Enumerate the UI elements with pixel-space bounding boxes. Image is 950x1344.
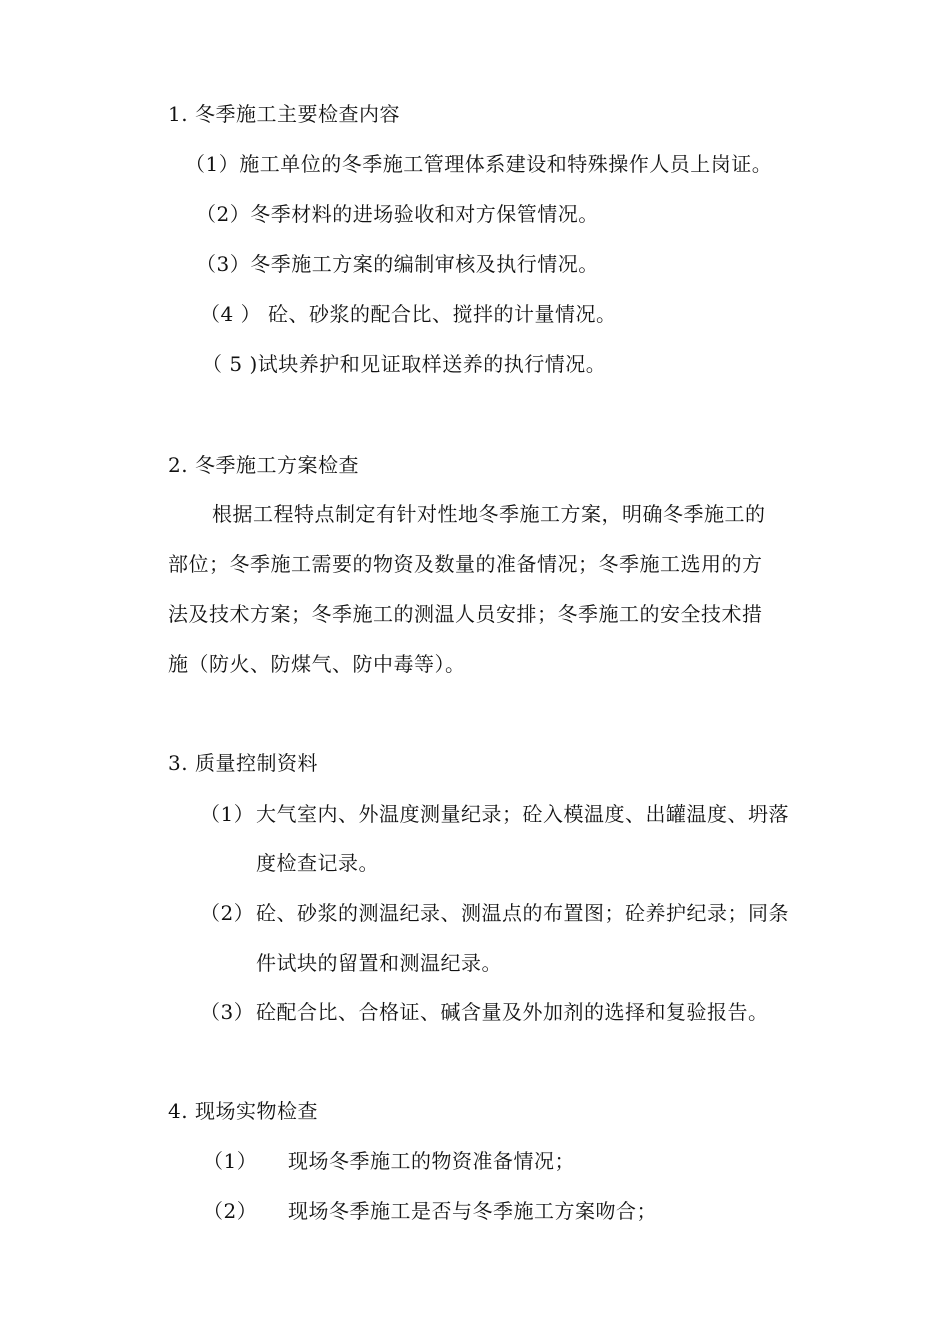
section-1-item-2: （2）冬季材料的进场验收和对方保管情况。	[196, 202, 599, 226]
section-1-item-3: （3）冬季施工方案的编制审核及执行情况。	[196, 252, 599, 276]
section-3-item-1-line-1: 大气室内、外温度测量纪录；砼入模温度、出罐温度、坍落	[256, 802, 789, 826]
section-1-item-4: （4 ） 砼、砂浆的配合比、搅拌的计量情况。	[200, 302, 617, 326]
section-3-item-1-label: （1）	[200, 802, 255, 826]
section-4-item-1-text: 现场冬季施工的物资准备情况；	[288, 1149, 575, 1173]
section-4-item-2-label: （2）	[203, 1199, 258, 1223]
section-2-paragraph-line-4: 施（防火、防煤气、防中毒等）。	[168, 652, 466, 676]
section-3-item-2-label: （2）	[200, 901, 255, 925]
section-3-item-2-line-2: 件试块的留置和测温纪录。	[256, 951, 502, 975]
section-1-item-1: （1）施工单位的冬季施工管理体系建设和特殊操作人员上岗证。	[185, 152, 773, 176]
section-2-paragraph-line-1: 根据工程特点制定有针对性地冬季施工方案，明确冬季施工的	[212, 502, 766, 526]
section-3-item-3-line-1: 砼配合比、合格证、碱含量及外加剂的选择和复验报告。	[256, 1000, 769, 1024]
section-3-item-3-label: （3）	[200, 1000, 255, 1024]
section-4-heading: 4. 现场实物检查	[168, 1099, 318, 1123]
section-2-heading: 2. 冬季施工方案检查	[168, 453, 359, 477]
section-2-paragraph-line-2: 部位；冬季施工需要的物资及数量的准备情况；冬季施工选用的方	[168, 552, 763, 576]
section-1-heading: 1. 冬季施工主要检查内容	[168, 102, 400, 126]
section-1-item-5: （ 5 )试块养护和见证取样送养的执行情况。	[202, 352, 607, 376]
section-4-item-2-text: 现场冬季施工是否与冬季施工方案吻合；	[288, 1199, 657, 1223]
section-4-item-1-label: （1）	[203, 1149, 258, 1173]
section-3-heading: 3. 质量控制资料	[168, 751, 318, 775]
section-3-item-1-line-2: 度检查记录。	[256, 851, 379, 875]
section-3-item-2-line-1: 砼、砂浆的测温纪录、测温点的布置图；砼养护纪录；同条	[256, 901, 789, 925]
section-2-paragraph-line-3: 法及技术方案；冬季施工的测温人员安排；冬季施工的安全技术措	[168, 602, 763, 626]
